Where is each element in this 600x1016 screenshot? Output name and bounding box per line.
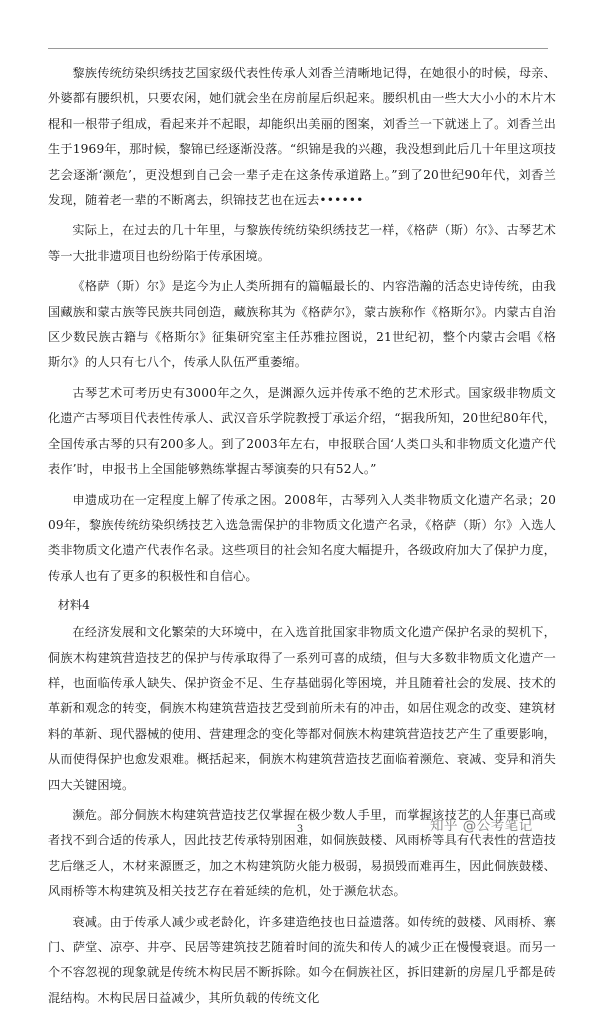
header-divider — [48, 48, 548, 49]
paragraph-guqin-art: 古琴艺术可考历史有3000年之久，是渊源久远并传承不绝的艺术形式。国家级非物质文化遗产古琴项目代表性传承人、武汉音乐学院教授丁承运介绍，“据我所知，20世纪80年代，全国传承古琴的只有200多人。到了2003年左右，申报联合国‘人类口头和非物质文化遗产代表作’时，申报书上全国能够熟练掌握古琴演奏的只有52人。” — [48, 385, 556, 477]
paragraph-liu-xianglan: 黎族传统纺染织绣技艺国家级代表性传承人刘香兰清晰地记得，在她很小的时候，母亲、外婆都有腰织机，只要农闲，她们就会坐在房前屋后织起来。腰织机由一些大大小小的木片木棍和一根带子组成，看起来并不起眼，却能织出美丽的图案，刘香兰一下就迷上了。刘香兰出生于1969年，那时候，黎锦已经逐渐没落。“织锦是我的兴趣，我没想到此后几十年里这项技艺会逐渐‘濒危’，更没想到自己会一辈子走在这条传承道路上。”到了20世纪90年代，刘香兰发现，随着老一辈的不断离去，织锦技艺也在远去•••••• — [48, 66, 556, 208]
paragraph-gesar-epic: 《格萨（斯）尔》是迄今为止人类所拥有的篇幅最长的、内容浩瀚的活态史诗传统，由我国藏族和蒙古族等民族共同创造，藏族称其为《格萨尔》，蒙古族称作《格斯尔》。内蒙古自治区少数民族古籍与《格斯尔》征集研究室主任苏雅拉图说，21世纪初，整个内蒙古会唱《格斯尔》的人只有七八个，传承人队伍严重萎缩。 — [48, 279, 556, 370]
paragraph-dong-architecture: 在经济发展和文化繁荣的大环境中，在入选首批国家非物质文化遗产保护名录的契机下，侗族木构建筑营造技艺的保护与传承取得了一系列可喜的成绩，但与大多数非物质文化遗产一样，也面临传承人缺失、保护资金不足、生存基础弱化等困境，并且随着社会的发展、技术的革新和观念的转变，侗族木构建筑营造技艺受到前所未有的冲击，如居住观念的改变、建筑材料的革新、现代器械的使用、营建理念的变化等都对侗族木构建筑营造技艺产生了重要影响，从而使得保护也愈发艰难。概括起来，侗族木构建筑营造技艺面临着濒危、衰减、变异和消失四大关键困境。 — [48, 625, 556, 792]
section-heading-material-4: 材料4 — [57, 598, 90, 613]
paragraph-decline: 衰减。由于传承人减少或老龄化，许多建造绝技也日益遗落。如传统的鼓楼、风雨桥、寨门、萨堂、凉亭、井亭、民居等建筑技艺随着时间的流失和传人的减少正在慢慢衰退。而另一个不容忽视的现象就是传统木构民居不断拆除。如今在侗族社区，拆旧建新的房屋几乎都是砖混结构。木构民居日益减少，其所负载的传统文化 — [48, 914, 556, 1005]
paragraph-endangered: 濒危。部分侗族木构建筑营造技艺仅掌握在极少数人手里，而掌握该技艺的人年事已高或者找不到合适的传承人，因此技艺传承特别困难，如侗族鼓楼、风雨桥等具有代表性的营造技艺后继乏人，木材来源匮乏，加之木构建筑防火能力极弱，易损毁而难再生，因此侗族鼓楼、风雨桥等木构建筑及相关技艺存在着延续的危机，处于濒危状态。 — [48, 807, 556, 899]
zhihu-watermark: 知乎 @公考笔记 — [430, 818, 533, 834]
document-body — [48, 61, 556, 1016]
paragraph-heritage-listing: 申遗成功在一定程度上解了传承之困。2008年，古琴列入人类非物质文化遗产名录；2009年，黎族传统纺染织绣技艺入选急需保护的非物质文化遗产名录，《格萨（斯）尔》入选人类非物质文化遗产代表作名录。这些项目的社会知名度大幅提升，各级政府加大了保护力度，传承人也有了更多的积极性和自信心。 — [48, 492, 556, 583]
paragraph-decades-difficulty: 实际上，在过去的几十年里，与黎族传统纺染织绣技艺一样，《格萨（斯）尔》、古琴艺术等一大批非遗项目也纷纷陷于传承困境。 — [48, 223, 556, 263]
page-number: 3 — [296, 824, 304, 835]
